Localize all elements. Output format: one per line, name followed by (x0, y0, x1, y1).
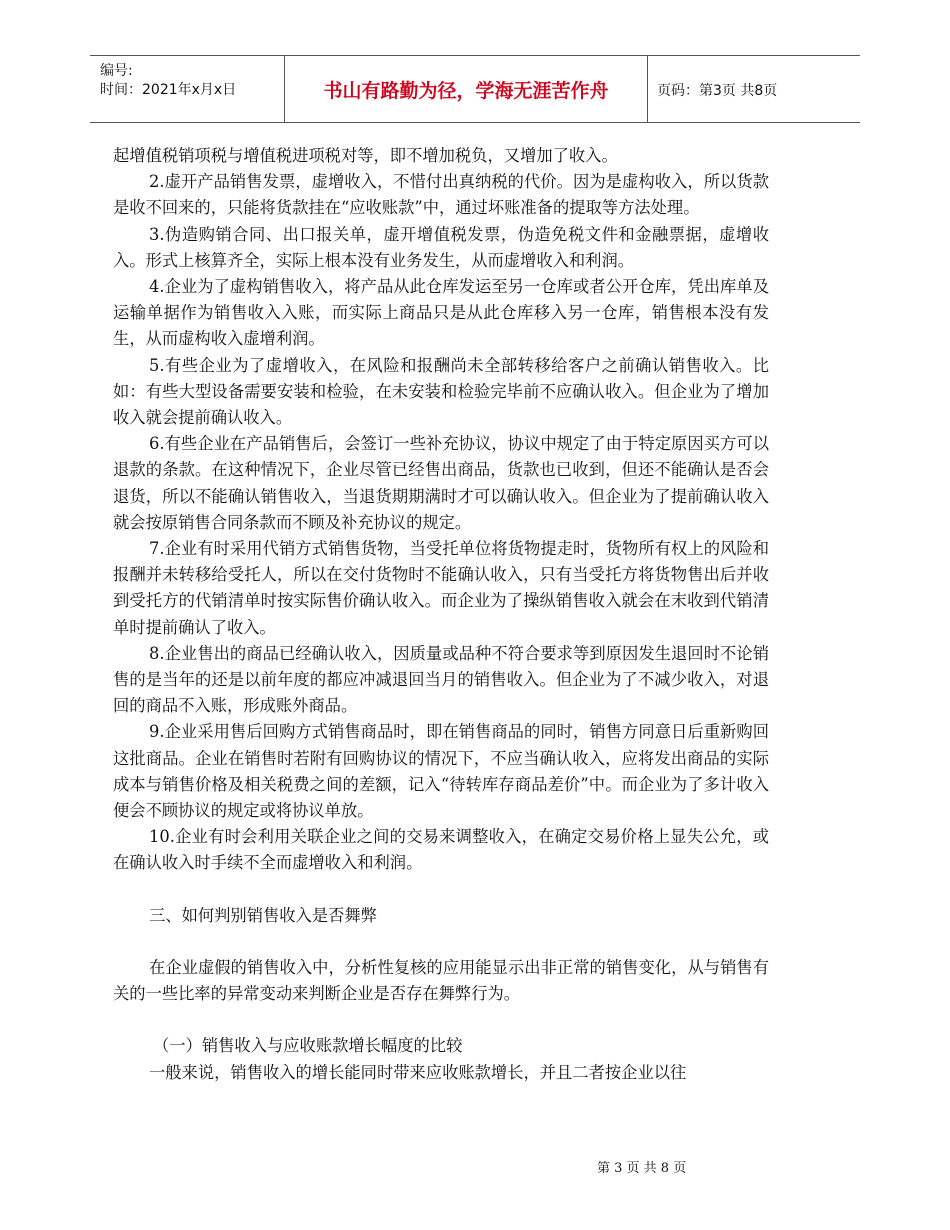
paragraph-item-2: 2.虚开产品销售发票，虚增收入，不惜付出真纳税的代价。因为是虚构收入，所以货款是收不回来的，只能将货款挂在“应收账款”中，通过坏账准备的提取等方法处理。 (113, 172, 769, 218)
subsection-heading: （一）销售收入与应收账款增长幅度的比较 (153, 1036, 463, 1056)
subsection-intro-paragraph: 一般来说，销售收入的增长能同时带来应收账款增长，并且二者按企业以往 (149, 1062, 687, 1082)
header-time-label: 时间：2021年x月x日 (100, 82, 237, 98)
paragraph-item-6: 6.有些企业在产品销售后，会签订一些补充协议，协议中规定了由于特定原因买方可以退款的条款。在这种情况下，企业尽管已经售出商品，货款也已收到，但还不能确认是否会退货，所以不能确认销售收入，当退货期期满时才可以确认收入。但企业为了提前确认收入就会按原销售合同条款而不顾及补充协议的规定。 (113, 434, 769, 532)
header-page-number: 页码：第3页 共8页 (657, 83, 778, 99)
paragraph-item-10: 10.企业有时会利用关联企业之间的交易来调整收入，在确定交易价格上显失公允，或在确认收入时手续不全而虚增收入和利润。 (113, 827, 769, 873)
spacer (113, 1007, 769, 1033)
document-body (113, 143, 769, 1086)
spacer (113, 877, 769, 903)
header-serial-label: 编号: (100, 63, 133, 79)
paragraph-item-4: 4.企业为了虚构销售收入，将产品从此仓库发运至另一仓库或者公开仓库，凭出库单及运输单据作为销售收入入账，而实际上商品只是从此仓库移入另一仓库，销售根本没有发生，从而虚构收入虚增利润。 (113, 277, 769, 349)
header-motto: 书山有路勤为径，学海无涯苦作舟 (323, 80, 609, 102)
page-header (90, 55, 860, 123)
paragraph-item-9: 9.企业采用售后回购方式销售商品时，即在销售商品的同时，销售方同意日后重新购回这批商品。企业在销售时若附有回购协议的情况下，不应当确认收入，应将发出商品的实际成本与销售价格及相关税费之间的差额，记入“待转库存商品差价”中。而企业为了多计收入便会不顾协议的规定或将协议单放。 (113, 722, 769, 821)
paragraph-continuation: 起增值税销项税与增值税进项税对等，即不增加税负，又增加了收入。 (113, 146, 618, 165)
section-heading: 三、如何判别销售收入是否舞弊 (149, 905, 377, 925)
paragraph-item-7: 7.企业有时采用代销方式销售货物，当受托单位将货物提走时，货物所有权上的风险和报酬并未转移给受托人，所以在交付货物时不能确认收入，只有当受托方将货物售出后并收到受托方的代销清单时按实际售价确认收入。而企业为了操纵销售收入就会在末收到代销清单时提前确认了收入。 (113, 539, 769, 637)
paragraph-item-5: 5.有些企业为了虚增收入，在风险和报酬尚未全部转移给客户之前确认销售收入。比如：有些大型设备需要安装和检验，在未安装和检验完毕前不应确认收入。但企业为了增加收入就会提前确认收入。 (113, 355, 769, 428)
paragraph-item-3: 3.伪造购销合同、出口报关单，虚开增值税发票，伪造免税文件和金融票据，虚增收入。形式上核算齐全，实际上根本没有业务发生，从而虚增收入和利润。 (113, 224, 769, 270)
page-footer: 第 3 页 共 8 页 (597, 1161, 687, 1176)
paragraph-item-8: 8.企业售出的商品已经确认收入，因质量或品种不符合要求等到原因发生退回时不论销售的是当年的还是以前年度的都应冲减退回当月的销售收入。但企业为了不减少收入，对退回的商品不入账，形成账外商品。 (113, 643, 769, 716)
spacer (113, 929, 769, 955)
section-intro-paragraph: 在企业虚假的销售收入中，分析性复核的应用能显示出非正常的销售变化，从与销售有关的一些比率的异常变动来判断企业是否存在舞弊行为。 (113, 957, 769, 1004)
header-divider-right (647, 56, 648, 122)
